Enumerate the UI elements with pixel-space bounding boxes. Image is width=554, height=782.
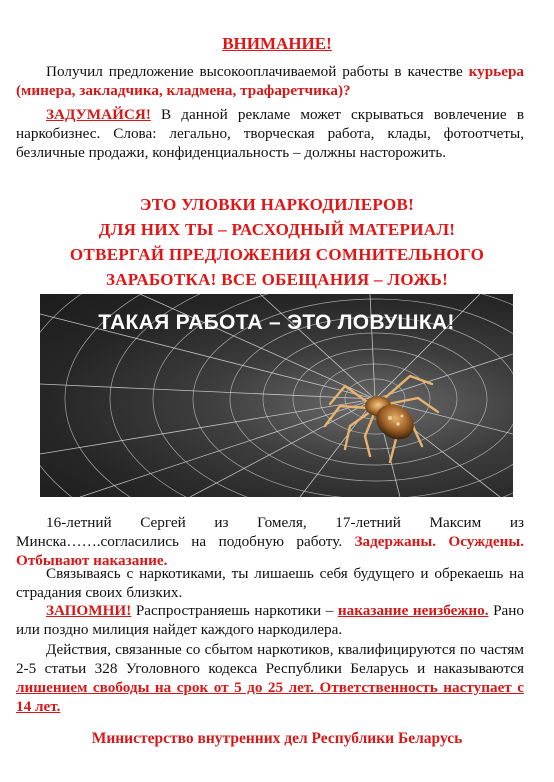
paragraph-remember	[16, 601, 524, 639]
sentence-highlight: лишением свободы на срок от 5 до 25 лет. Ответственность наступает с 14 лет.	[16, 679, 524, 715]
spider-web-photo	[40, 294, 513, 497]
think-text: В данной рекламе может скрываться вовлечение в наркобизнес. Слова: легально, творческая работа, клады, фотоотчеты, безличные продажи, конфиденциальность – должны насторожить.	[16, 106, 524, 161]
attention-title: ВНИМАНИЕ!	[222, 34, 332, 53]
paragraph-think	[16, 105, 524, 162]
remember-text-1: Распространяешь наркотики –	[131, 602, 338, 619]
remember-highlight: ЗАПОМНИ!	[46, 602, 132, 619]
think-highlight: ЗАДУМАЙСЯ!	[46, 106, 151, 123]
cases-text: 16-летний Сергей из Гомеля, 17-летний Максим из Минска…….согласились на подобную работу.	[16, 514, 524, 550]
warning-line-1: ЭТО УЛОВКИ НАРКОДИЛЕРОВ!	[139, 195, 415, 214]
ministry-footer: Министерство внутренних дел Республики Беларусь	[91, 730, 463, 747]
paragraph-future: Связываясь с наркотиками, ты лишаешь себя будущего и обрекаешь на страдания своих близких.	[16, 565, 524, 601]
trap-caption: ТАКАЯ РАБОТА – ЭТО ЛОВУШКА!	[98, 311, 455, 334]
warning-line-2: ДЛЯ НИХ ТЫ – РАСХОДНЫЙ МАТЕРИАЛ!	[98, 220, 456, 239]
convicted-highlight: Задержаны. Осуждены. Отбывают наказание.	[16, 533, 524, 569]
warning-line-3: ОТВЕРГАЙ ПРЕДЛОЖЕНИЯ СОМНИТЕЛЬНОГО	[69, 245, 485, 264]
warning-line-4: ЗАРАБОТКА! ВСЕ ОБЕЩАНИЯ – ЛОЖЬ!	[105, 270, 449, 289]
courier-roles-highlight: курьера (минера, закладчика, кладмена, трафаретчика)?	[16, 63, 524, 99]
paragraph-cases	[16, 513, 524, 570]
remember-text-2: Рано или поздно милиция найдет каждого наркодилера.	[16, 602, 525, 638]
law-text: Действия, связанные со сбытом наркотиков, квалифицируются по частям 2-5 статьи 328 Уголовного кодекса Республики Беларусь и наказываются	[16, 641, 524, 677]
paragraph-job-offer	[16, 62, 524, 100]
punishment-highlight: наказание неизбежно.	[337, 602, 489, 619]
job-offer-text: Получил предложение высокооплачиваемой работы в качестве	[46, 63, 469, 80]
paragraph-law	[16, 640, 524, 716]
